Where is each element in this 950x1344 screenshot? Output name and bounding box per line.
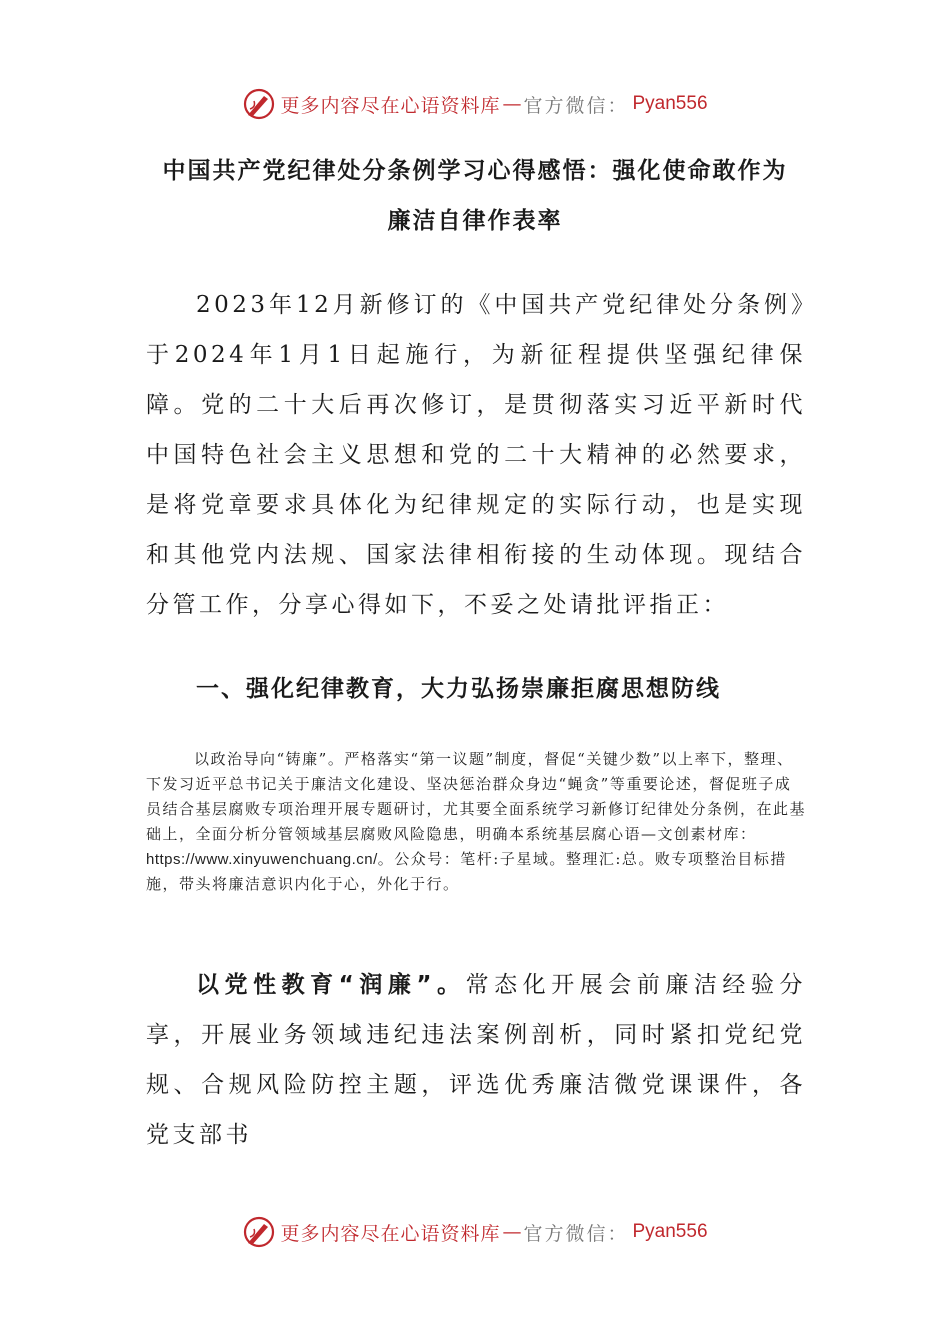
- banner-official-label: 官方微信：: [523, 94, 629, 117]
- pen-logo-icon: [242, 1215, 276, 1249]
- source-url: https://www.xinyuwenchuang.cn/: [146, 851, 378, 868]
- intro-paragraph: 2023年12月新修订的《中国共产党纪律处分条例》于2024年1月1日起施行，为新征程提供坚强纪律保障。党的二十大后再次修订，是贯彻落实习近平新时代中国特色社会主义思想和党的二十大精神的必然要求，是将党章要求具体化为纪律规定的实际行动，也是实现和其他党内法规、国家法律相衔接的生动体现。现结合分管工作，分享心得如下，不妥之处请批评指正：: [146, 292, 806, 618]
- title-line-1: 中国共产党纪律处分条例学习心得感悟：强化使命敢作为: [162, 158, 788, 184]
- footer-banner: [0, 1212, 950, 1252]
- paragraph-2-body: 常态化开展会前廉洁经验分享，开展业务领域违纪违法案例剖析，同时紧扣党纪党规、合规风险防控主题，评选优秀廉洁微党课课件，各党支部书: [146, 972, 807, 1148]
- title-line-2: 廉洁自律作表率: [387, 208, 563, 234]
- document-title: [150, 146, 800, 246]
- section-1-heading: 一、强化纪律教育，大力弘扬崇廉拒腐思想防线: [196, 676, 721, 702]
- paragraph-2: [146, 960, 806, 1160]
- banner-dash: —: [502, 1221, 522, 1243]
- banner-dash: —: [502, 93, 522, 115]
- header-banner: [0, 84, 950, 124]
- banner-official-label: 官方微信：: [523, 1222, 629, 1245]
- paragraph-2-lead: 以党性教育“润廉”。: [196, 972, 466, 998]
- section-1-small-text: [146, 747, 806, 897]
- pen-logo-icon: [242, 87, 276, 121]
- small-text-a: 以政治导向“铸廉”。严格落实“第一议题”制度，督促“关键少数”以上率下，整理、下发习近平总书记关于廉洁文化建设、坚决惩治群众身边“蝇贪”等重要论述，督促班子成员结合基层腐败专项治理开展专题研讨，尤其要全面系统学习新修订纪律处分条例，在此基础上，全面分析分管领域基层腐败风险隐患，明确本系统基层腐心语—文创素材库：: [146, 750, 807, 843]
- small-text-b: 。公众号：笔杆:子星域。整理汇:总。败专项整治目标措施，带头将廉洁意识内化于心，外化于行。: [146, 850, 787, 893]
- banner-tagline: 更多内容尽在心语资料库: [280, 94, 501, 117]
- banner-wechat-id: Pyan556: [632, 93, 708, 114]
- banner-wechat-id: Pyan556: [632, 1221, 708, 1242]
- banner-tagline: 更多内容尽在心语资料库: [280, 1222, 501, 1245]
